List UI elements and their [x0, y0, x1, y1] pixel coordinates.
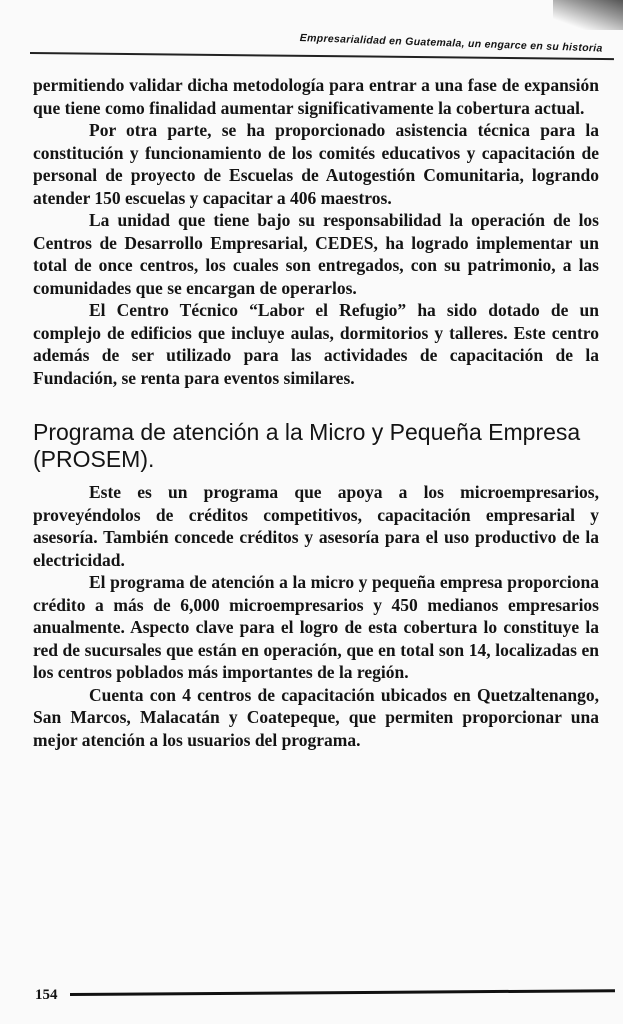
- paragraph-labor-el-refugio: El Centro Técnico “Labor el Refugio” ha sido dotado de un complejo de edificios que incluye aulas, dormitorios y talleres. Este centro además de ser utilizado para las actividades de capacitación de la Fundación, se renta para eventos similares.: [33, 300, 599, 388]
- paragraph-prosem-intro: Este es un programa que apoya a los microempresarios, proveyéndolos de créditos competitivos, capacitación empresarial y asesoría. También concede créditos y asesoría para el uso productivo de la electricidad.: [33, 482, 599, 570]
- section-heading-prosem: Programa de atención a la Micro y Pequeña Empresa (PROSEM).: [33, 419, 581, 472]
- paragraph-cedes: La unidad que tiene bajo su responsabilidad la operación de los Centros de Desarrollo Empresarial, CEDES, ha logrado implementar un total de once centros, los cuales son entregados, con su patrimonio, a las comunidades que se encargan de operarlos.: [33, 210, 599, 298]
- running-header: Empresarialidad en Guatemala, un engarce en su historia: [299, 32, 603, 55]
- page-corner-shadow: [553, 0, 623, 30]
- page-number: 154: [35, 987, 58, 1003]
- paragraph-continuation: permitiendo validar dicha metodología para entrar a una fase de expansión que tiene como finalidad aumentar significativamente la cobertura actual.: [33, 75, 599, 118]
- paragraph-prosem-credit: El programa de atención a la micro y pequeña empresa proporciona crédito a más de 6,000 microempresarios y 450 medianos empresarios anualmente. Aspecto clave para el logro de esta cobertura lo constituye la red de sucursales que están en operación, que en total son 14, localizadas en los centros poblados más importantes de la región.: [33, 572, 599, 682]
- footer-rule: [70, 989, 615, 996]
- paragraph-technical-assistance: Por otra parte, se ha proporcionado asistencia técnica para la constitución y funcionamiento de los comités educativos y capacitación de personal de proyecto de Escuelas de Autogestión Comunitaria, logrando atender 150 escuelas y capacitar a 406 maestros.: [33, 120, 599, 208]
- header-rule: [30, 52, 614, 60]
- paragraph-prosem-centers: Cuenta con 4 centros de capacitación ubicados en Quetzaltenango, San Marcos, Malacatán y Coatepeque, que permiten proporcionar una mejor atención a los usuarios del programa.: [33, 684, 599, 750]
- body-text: [33, 74, 599, 751]
